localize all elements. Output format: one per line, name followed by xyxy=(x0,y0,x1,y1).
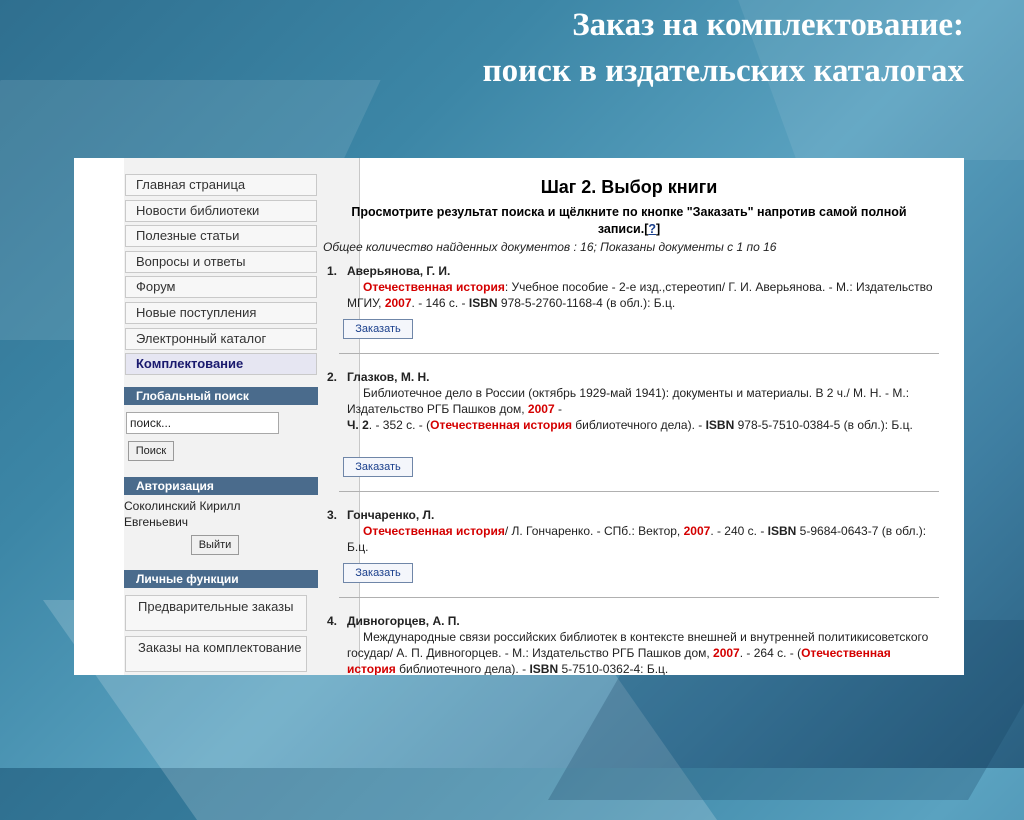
order-button[interactable]: Заказать xyxy=(343,457,413,477)
record-number: 3. xyxy=(327,508,338,522)
nav-item-new-arrivals[interactable]: Новые поступления xyxy=(125,302,317,324)
nav-item-news[interactable]: Новости библиотеки xyxy=(125,200,317,222)
isbn-label: ISBN xyxy=(468,296,498,310)
record-description: Международные связи российских библиотек в контексте внешней и внутренней политикисоветского государ/ А. П. Дивногорцев. - М.: Издательство РГБ Пашков дом, 2007. - 264 с. - (Отечественная история библиотечного дела). - ISBN 5-7510-0362-4: Б.ц. xyxy=(347,630,929,675)
record-series: Отечественная история xyxy=(363,524,505,538)
order-button[interactable]: Заказать xyxy=(343,319,413,339)
nav-item-home[interactable]: Главная страница xyxy=(125,174,317,196)
record-author: Аверьянова, Г. И. xyxy=(347,264,451,278)
record-number: 4. xyxy=(327,614,338,628)
record-number: 1. xyxy=(327,264,338,278)
personal-functions-header: Личные функции xyxy=(124,570,318,588)
record-series: Отечественная история xyxy=(347,646,891,675)
record-series: Отечественная история xyxy=(363,280,505,294)
logout-button[interactable]: Выйти xyxy=(191,535,239,555)
screenshot-panel xyxy=(74,158,964,675)
divider xyxy=(339,353,939,354)
nav-item-faq[interactable]: Вопросы и ответы xyxy=(125,251,317,273)
main-content xyxy=(319,158,964,675)
record-year: 2007 xyxy=(384,296,412,310)
nav-item-catalog[interactable]: Электронный каталог xyxy=(125,328,317,350)
list-item xyxy=(327,369,939,449)
record-author: Дивногорцев, А. П. xyxy=(347,614,460,628)
result-count: Общее количество найденных документов : 16; Показаны документы с 1 по 16 xyxy=(323,240,777,254)
step-title: Шаг 2. Выбор книги xyxy=(540,177,718,197)
search-input[interactable]: поиск... xyxy=(126,412,279,434)
nav-item-forum[interactable]: Форум xyxy=(125,276,317,298)
nav-item-acquisition-orders[interactable]: Заказы на комплектование xyxy=(125,636,307,672)
help-link[interactable]: ? xyxy=(648,222,656,236)
record-series: Отечественная история xyxy=(430,418,572,432)
slide-title xyxy=(483,2,964,94)
instruction: Просмотрите результат поиска и щёлкните по кнопке "Заказать" напротив самой полной записи.[?] xyxy=(351,205,907,236)
nav-item-articles[interactable]: Полезные статьи xyxy=(125,225,317,247)
search-button[interactable]: Поиск xyxy=(128,441,174,461)
list-item xyxy=(327,507,939,567)
record-author: Гончаренко, Л. xyxy=(347,508,435,522)
record-description: Библиотечное дело в России (октябрь 1929-май 1941): документы и материалы. В 2 ч./ М. Н. - М.: Издательство РГБ Пашков дом, 2007 - Ч. 2. - 352 с. - (Отечественная история библиотечного дела). - ISBN 978-5-7510-0384-5 (в обл.): Б.ц. xyxy=(347,386,913,432)
divider xyxy=(339,491,939,492)
record-year: 2007 xyxy=(683,524,711,538)
instruction-text: Просмотрите результат поиска и щёлкните по кнопке "Заказать" напротив самой полной записи. xyxy=(351,205,907,236)
slide-title-line2: поиск в издательских каталогах xyxy=(482,53,964,89)
record-number: 2. xyxy=(327,370,338,384)
nav-item-acquisition[interactable]: Комплектование xyxy=(125,353,317,375)
list-item xyxy=(327,613,939,675)
record-author: Глазков, М. Н. xyxy=(347,370,430,384)
slide-title-line1: Заказ на комплектование: xyxy=(572,7,964,43)
list-item xyxy=(327,263,939,343)
divider xyxy=(339,597,939,598)
record-year: 2007 xyxy=(713,646,740,660)
user-name: Соколинский Кирилл Евгеньевич xyxy=(124,499,241,529)
global-search-header: Глобальный поиск xyxy=(124,387,318,405)
nav-item-preorders[interactable]: Предварительные заказы xyxy=(125,595,307,631)
record-description: Отечественная история/ Л. Гончаренко. - СПб.: Вектор, 2007. - 240 с. - ISBN 5-9684-0643-7 (в обл.): Б.ц. xyxy=(347,524,927,554)
record-part: Ч. 2 xyxy=(347,418,369,432)
isbn-label: ISBN xyxy=(705,418,735,432)
record-year: 2007 xyxy=(527,402,555,416)
isbn-label: ISBN xyxy=(767,524,797,538)
isbn-label: ISBN xyxy=(529,662,559,675)
record-description: Отечественная история: Учебное пособие - 2-е изд.,стереотип/ Г. И. Аверьянова. - М.: Издательство МГИУ, 2007. - 146 с. - ISBN 978-5-2760-1168-4 (в обл.): Б.ц. xyxy=(347,280,933,310)
auth-header: Авторизация xyxy=(124,477,318,495)
order-button[interactable]: Заказать xyxy=(343,563,413,583)
